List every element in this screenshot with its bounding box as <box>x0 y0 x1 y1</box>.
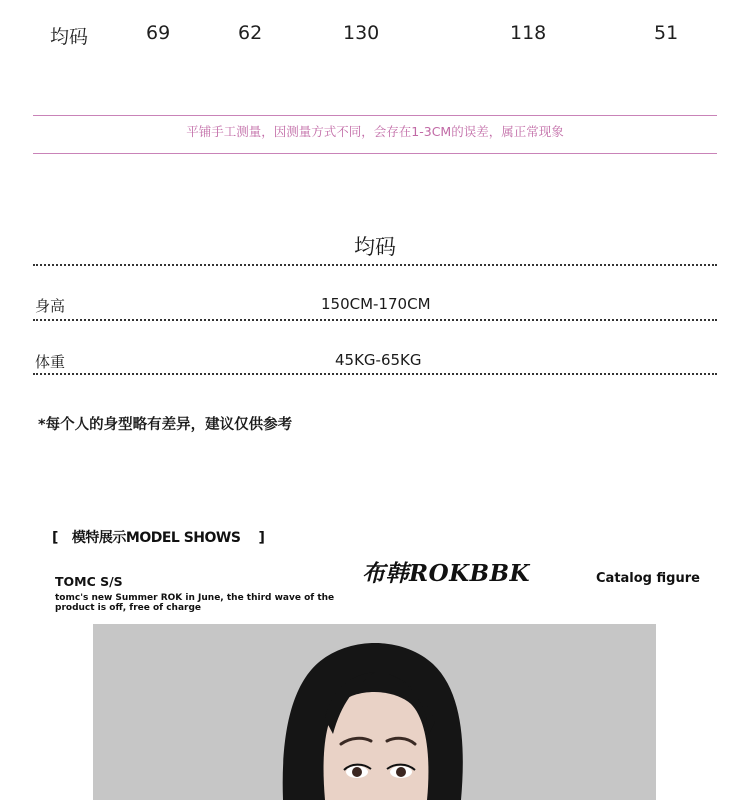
dotted-divider <box>33 319 717 321</box>
size-value: 69 <box>146 22 171 44</box>
weight-label: 体重 <box>35 353 66 371</box>
weight-value: 45KG-65KG <box>335 351 422 369</box>
bracket-left: [ <box>52 530 58 546</box>
bracket-right: ] <box>258 530 265 546</box>
catalog-label: Catalog figure <box>596 571 700 586</box>
dotted-divider <box>33 264 717 266</box>
height-label: 身高 <box>35 297 66 315</box>
size-value: 51 <box>654 22 679 44</box>
fit-disclaimer: *每个人的身型略有差异，建议仅供参考 <box>38 417 293 433</box>
divider-top <box>33 115 717 116</box>
season-label: TOMC S/S <box>55 574 123 589</box>
fit-title: 均码 <box>354 235 396 259</box>
model-show-title: 模特展示MODEL SHOWS <box>71 530 241 546</box>
model-photo <box>93 624 656 800</box>
height-value: 150CM-170CM <box>321 295 431 313</box>
size-value: 118 <box>510 22 547 44</box>
size-label: 均码 <box>50 26 89 48</box>
size-value: 130 <box>343 22 380 44</box>
divider-bottom <box>33 153 717 154</box>
model-show-header <box>52 527 264 547</box>
model-description: tomc's new Summer ROK in June, the third wave of the product is off, free of charge <box>55 593 335 613</box>
size-row <box>0 20 750 50</box>
dotted-divider <box>33 373 717 375</box>
brand-logo: 布韩ROKBBK <box>362 560 531 587</box>
model-illustration <box>93 624 656 800</box>
size-value: 62 <box>238 22 263 44</box>
measurement-note: 平铺手工测量，因测量方式不同，会存在1-3CM的误差，属正常现象 <box>186 124 564 139</box>
